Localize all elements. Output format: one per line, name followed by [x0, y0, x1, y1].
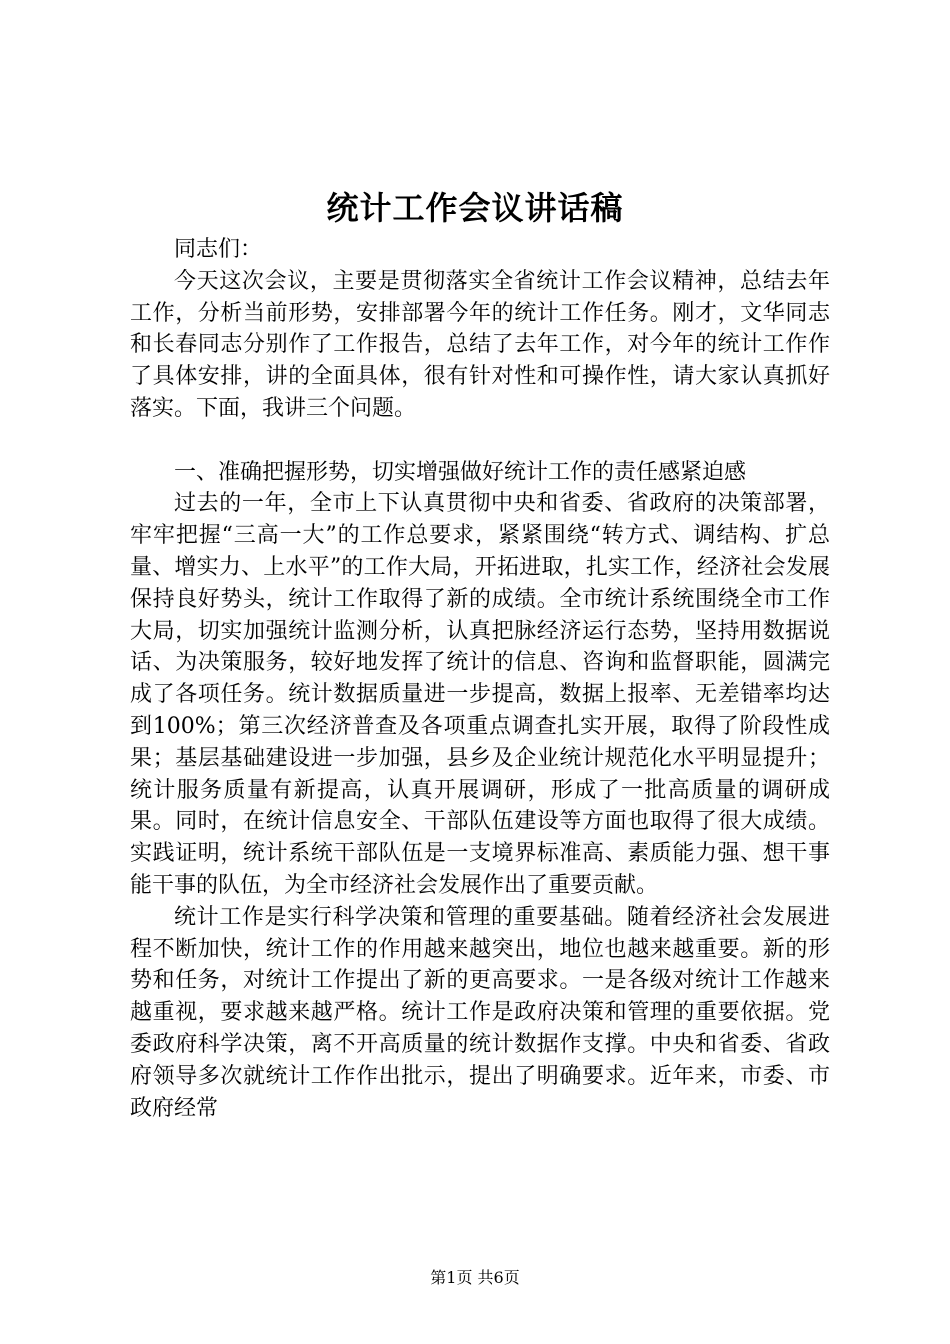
page-number-footer: 第1页 共6页	[430, 1268, 520, 1287]
document-body	[130, 234, 830, 1124]
salutation: 同志们：	[174, 237, 263, 262]
body-paragraph: 统计工作是实行科学决策和管理的重要基础。随着经济社会发展进程不断加快，统计工作的作用越来越突出，地位也越来越重要。新的形势和任务，对统计工作提出了新的更高要求。一是各级对统计工作越来越重视，要求越来越严格。统计工作是政府决策和管理的重要依据。党委政府科学决策，离不开高质量的统计数据作支撑。中央和省委、省政府领导多次就统计工作作出批示，提出了明确要求。近年来，市委、市政府经常	[130, 904, 830, 1121]
document-title: 统计工作会议讲话稿	[326, 189, 624, 227]
paragraph-spacer	[130, 425, 830, 457]
section-heading: 一、准确把握形势，切实增强做好统计工作的责任感紧迫感	[174, 459, 747, 485]
body-paragraph: 过去的一年，全市上下认真贯彻中央和省委、省政府的决策部署，牢牢把握“三高一大”的工作总要求，紧紧围绕“转方式、调结构、扩总量、增实力、上水平”的工作大局，开拓进取，扎实工作，经济社会发展保持良好势头，统计工作取得了新的成绩。全市统计系统围绕全市工作大局，切实加强统计监测分析，认真把脉经济运行态势，坚持用数据说话、为决策服务，较好地发挥了统计的信息、咨询和监督职能，圆满完成了各项任务。统计数据质量进一步提高，数据上报率、无差错率均达到100%；第三次经济普查及各项重点调查扎实开展，取得了阶段性成果；基层基础建设进一步加强，县乡及企业统计规范化水平明显提升；统计服务质量有新提高，认真开展调研，形成了一批高质量的调研成果。同时，在统计信息安全、干部队伍建设等方面也取得了很大成绩。实践证明，统计系统干部队伍是一支境界标准高、素质能力强、想干事能干事的队伍，为全市经济社会发展作出了重要贡献。	[130, 491, 830, 898]
intro-paragraph: 今天这次会议，主要是贯彻落实全省统计工作会议精神，总结去年工作，分析当前形势，安排部署今年的统计工作任务。刚才，文华同志和长春同志分别作了工作报告，总结了去年工作，对今年的统计工作作了具体安排，讲的全面具体，很有针对性和可操作性，请大家认真抓好落实。下面，我讲三个问题。	[130, 268, 830, 421]
